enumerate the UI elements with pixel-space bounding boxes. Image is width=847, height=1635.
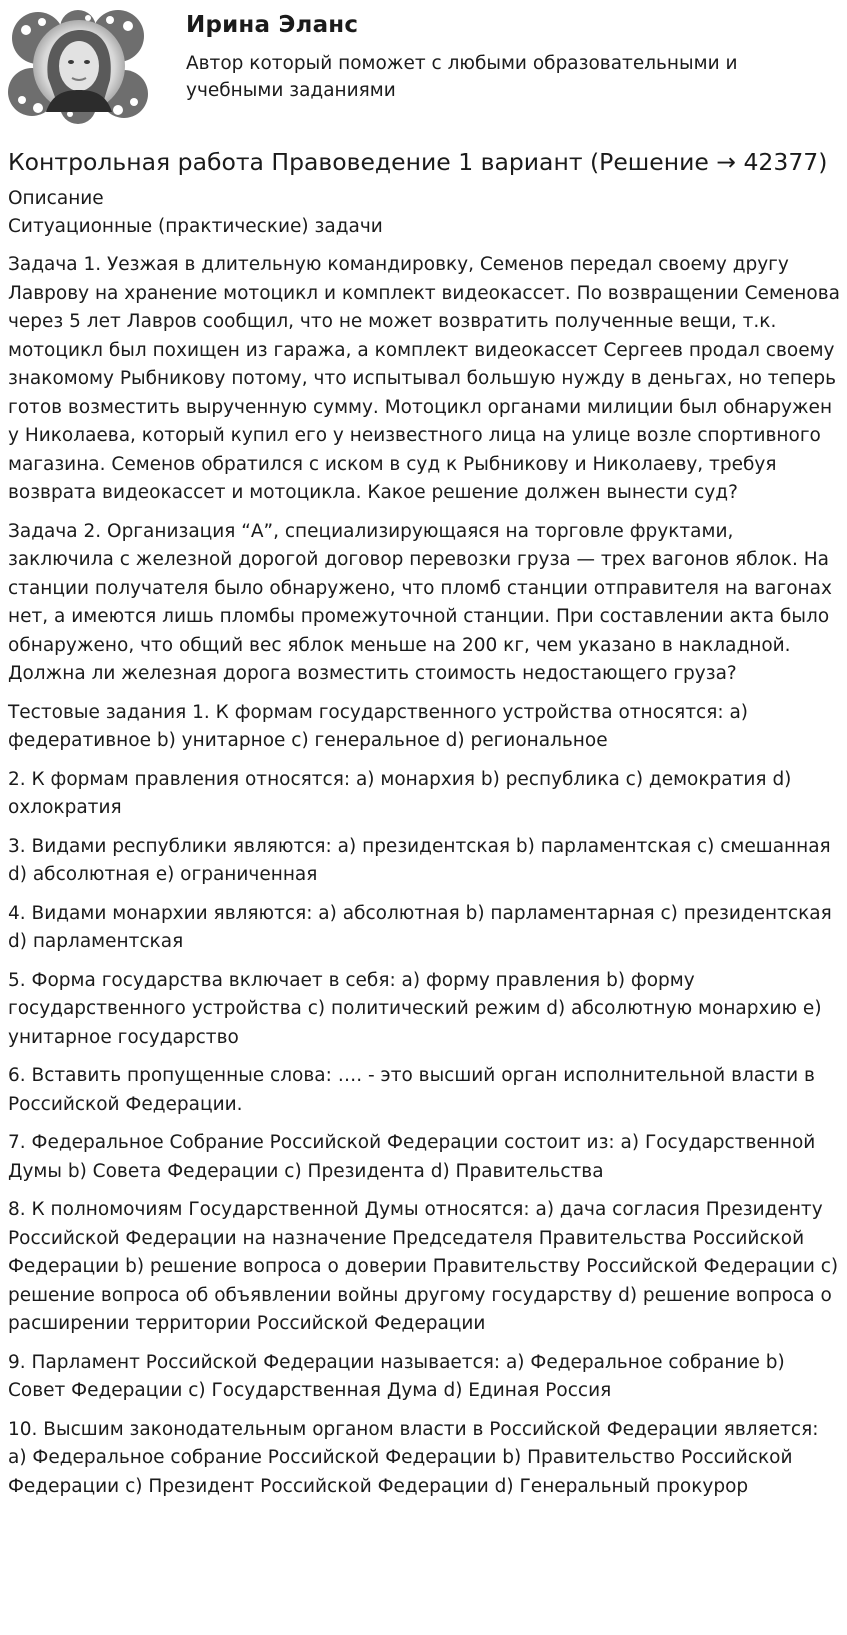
section-subtitle: Ситуационные (практические) задачи xyxy=(8,216,383,237)
test-question: 2. К формам правления относятся: a) монархия b) республика c) демократия d) охлократия xyxy=(8,768,792,818)
test-question: 10. Высшим законодательным органом власти в Российской Федерации является: a) Федеральное собрание Российской Федерации b) Правительство Российской Федерации c) Президент Российской Федерации d) Генеральный прокурор xyxy=(8,1418,819,1497)
task-paragraph: Задача 1. Уезжая в длительную командировку, Семенов передал своему другу Лаврову на хранение мотоцикл и комплект видеокассет. По возвращении Семенова через 5 лет Лавров сообщил, что не может возвратить полученные вещи, т.к. мотоцикл был похищен из гаража, а комплект видеокассет Сергеев продал своему знакомому Рыбникову потому, что испытывал большую нужду в деньгах, но теперь готов возместить вырученную сумму. Мотоцикл органами милиции был обнаружен у Николаева, который купил его у неизвестного лица на улице возле спортивного магазина. Семенов обратился с иском в суд к Рыбникову и Николаеву, требуя возврата видеокассет и мотоцикла. Какое решение должен вынести суд? xyxy=(8,254,840,503)
author-avatar[interactable] xyxy=(8,8,150,124)
avatar-portrait-image xyxy=(8,8,150,124)
test-question: 3. Видами республики являются: a) президентская b) парламентская c) смешанная d) абсолютная e) ограниченная xyxy=(8,835,831,885)
test-question: 8. К полномочиям Государственной Думы относятся: a) дача согласия Президенту Российской Федерации на назначение Председателя Правительства Российской Федерации b) решение вопроса о доверии Правительству Российской Федерации c) решение вопроса об объявлении войны другому государству d) решение вопроса о расширении территории Российской Федерации xyxy=(8,1199,839,1334)
document-content xyxy=(8,148,840,1501)
test-question: 5. Форма государства включает в себя: a) форму правления b) форму государственного устройства c) политический режим d) абсолютную монархию e) унитарное государство xyxy=(8,969,822,1048)
test-question: 6. Вставить пропущенные слова: …. - это высший орган исполнительной власти в Российской Федерации. xyxy=(8,1065,815,1115)
description-label: Описание xyxy=(8,188,104,209)
test-question: Тестовые задания 1. К формам государственного устройства относятся: a) федеративное b) унитарное c) генеральное d) региональное xyxy=(8,701,748,751)
test-question: 7. Федеральное Собрание Российской Федерации состоит из: a) Государственной Думы b) Совета Федерации c) Президента d) Правительства xyxy=(8,1132,816,1182)
author-description: Автор который поможет с любыми образовательными и учебными заданиями xyxy=(186,53,738,101)
task-paragraph: Задача 2. Организация “А”, специализирующаяся на торговле фруктами, заключила с железной дорогой договор перевозки груза — трех вагонов яблок. На станции получателя было обнаружено, что пломб станции отправителя на вагонах нет, а имеются лишь пломбы промежуточной станции. При составлении акта было обнаружено, что общий вес яблок меньше на 200 кг, чем указано в накладной. Должна ли железная дорога возместить стоимость недостающего груза? xyxy=(8,520,832,684)
author-name[interactable]: Ирина Эланс xyxy=(186,12,359,38)
test-question: 4. Видами монархии являются: a) абсолютная b) парламентарная c) президентская d) парламентская xyxy=(8,902,832,952)
document-title: Контрольная работа Правоведение 1 вариант (Решение → 42377) xyxy=(8,148,828,176)
author-header xyxy=(0,0,847,130)
test-question: 9. Парламент Российской Федерации называется: a) Федеральное собрание b) Совет Федерации c) Государственная Дума d) Единая Россия xyxy=(8,1351,785,1401)
task-list xyxy=(8,251,840,1501)
